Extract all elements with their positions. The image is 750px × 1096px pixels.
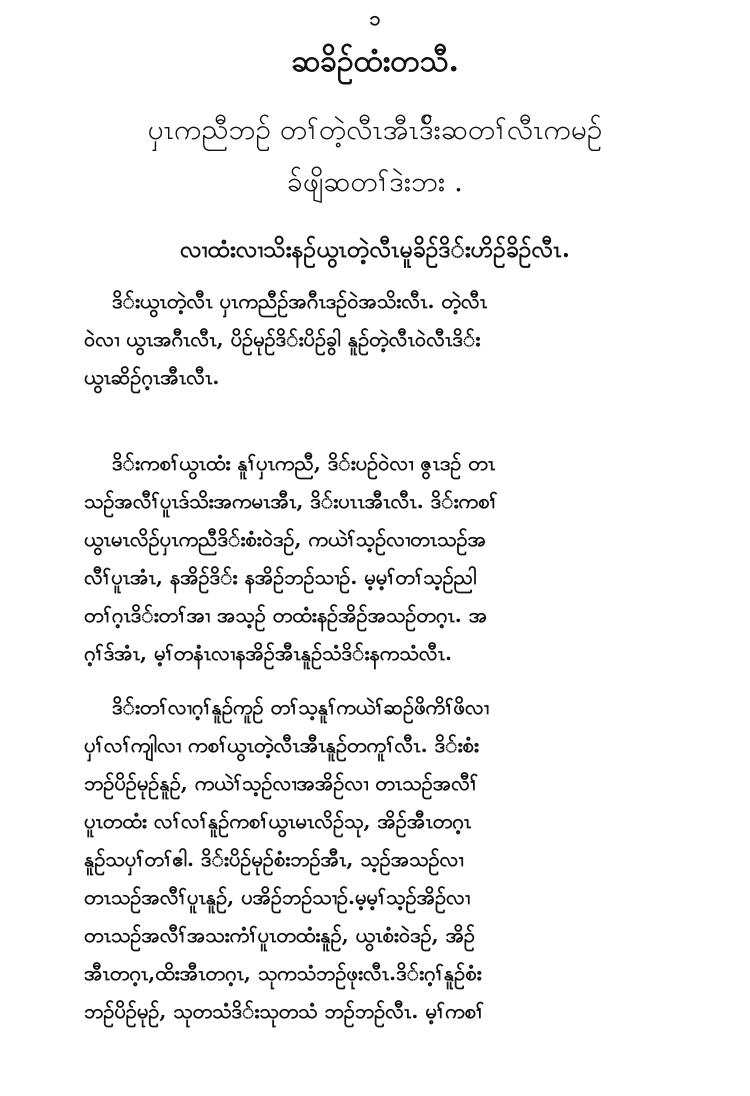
paragraph-line: နူဉ်သပှၢ်တၢ်ဧါ. ဒိ်းပိဉ်မုဉ်စံးဘဉ်အီၤ, သ့ဉ်အသဉ်လၢ: [84, 847, 464, 871]
paragraph-line: ဘဉ်ပိဉ်မုဉ်နူဉ်, ကယဲၢ်သ့ဉ်လၢအအိဉ်လၢ တၤသဉ်အလီၢ်: [84, 771, 479, 795]
paragraph-line: သဉ်အလီၢ်ပူၤဒ်သိးအကမၤအီၤ, ဒိ်းပၤၤအီၤလီၤ. ဒိ်းကစၢ်: [84, 489, 498, 513]
chapter-heading: ဆခိဉ်ထံးတသီ.: [291, 44, 459, 79]
paragraph-line: ဒိ်းကစၢ်ယွၤထံး နူၢ်ပှၤကညီ, ဒိ်းပဉ်ဝဲလၢ ဇွၤဒဉ် တၤ: [112, 451, 496, 475]
paragraph-line: တၤသဉ်အလီၢ်ပူၤနူဉ်, ပအိဉ်ဘဉ်သၢဉ်.မ့မ့ၢ်သ့ဉ်အိဉ်လၢ: [84, 885, 471, 909]
paragraph-line: ယွၤဆိဉ်ဂ့ၤအီၤလီၤ.: [84, 365, 220, 389]
title-line-1: ပှၤကညီဘဉ် တၢ်တဲ့လီၤအီၤဒ်ိးဆတၢ်လီၤကမဉ်: [147, 113, 603, 146]
paragraph-line: တၢ်ဂ့ၤဒိ်းတၢ်အၢ အသ့ဉ် တထံးနဉ်အိဉ်အသဉ်တဂ့ၤ. အ: [84, 603, 488, 627]
paragraph-line: ဒိ်းတၢ်လၢဂ့ၢ်နူဉ်ကူဉ် တၢ်သ့နူၢ်ကယဲၢ်ဆဉ်ဖိကိၢ်ဖိလၢ: [112, 695, 489, 719]
paragraph-line: ပှၢ်လၢ်ကျါလၢ ကစၢ်ယွၤတဲ့လီၤအီၤနူဉ်တကူၢ်လီၤ. ဒိ်းစံး: [84, 733, 479, 757]
paragraph-1: [84, 282, 704, 396]
paragraph-2: [84, 444, 704, 672]
paragraph-line: ဂ့ၢ်ဒ်အံၤ, မ့ၢ်တနံၤလၢနအိဉ်အီၤနူဉ်သံဒိ်းနကသံလီၤ.: [84, 641, 452, 665]
paragraph-line: ဝဲလၢ ယွၤအဂီၤလီၤ, ပိဉ်မုဉ်ဒိ်းပိဉ်ခွါ နူဉ်တဲ့လီၤဝဲလီၤဒိ်း: [84, 327, 481, 351]
paragraph-line: ဘဉ်ပိဉ်မုဉ်, သုတသံဒိ်းသုတသံ ဘဉ်ဘဉ်လီၤ. မ့ၢ်ကစၢ်: [84, 999, 485, 1023]
title-line-2: ခ်ဖျိဆတၢ်ဒဲးဘး .: [287, 165, 463, 198]
section-subheading: လၢထံးလၢသိးနဉ်ယွၤတဲ့လီၤမူခိဉ်ဒိ်းဟိဉ်ခိဉ်လီၤ.: [180, 236, 570, 263]
page-number: ၁: [369, 6, 381, 30]
paragraph-line: တၤသဉ်အလီၢ်အသးကံၢ်ပူၤတထံးနူဉ်, ယွၤစံးဝဲဒဉ်, အိဉ်: [84, 923, 476, 947]
paragraph-3: [84, 688, 704, 1030]
paragraph-line: ဒိ်းယွၤတဲ့လီၤ ပှၤကညီဉ်အဂီၤဒဉ်ဝဲအသိးလီၤ. တဲ့လီၤ: [112, 289, 488, 313]
paragraph-line: အီၤတဂ့ၤ,ထိးအီၤတဂ့ၤ, သုကသံဘဉ်ဖုးလီၤ.ဒိ်းဂ့ၢ်နူဉ်စံး: [84, 961, 482, 985]
paragraph-line: ယွၤမၤလိဉ်ပှၤကညီဒိ်းစံးဝဲဒဉ်, ကယဲၢ်သ့ဉ်လၢတၤသဉ်အ: [84, 527, 486, 551]
paragraph-line: ပူၤတထံး လၢ်လၢ်နူဉ်ကစၢ်ယွၤမၤလိဉ်သု, အိဉ်အီၤတဂ့ၤ: [84, 809, 472, 833]
paragraph-line: လီၢ်ပူၤအံၤ, နအိဉ်ဒိ်း နအိဉ်ဘဉ်သၢဉ်. မ့မ့ၢ်တၢ်သ့ဉ်ညါ: [84, 565, 477, 589]
